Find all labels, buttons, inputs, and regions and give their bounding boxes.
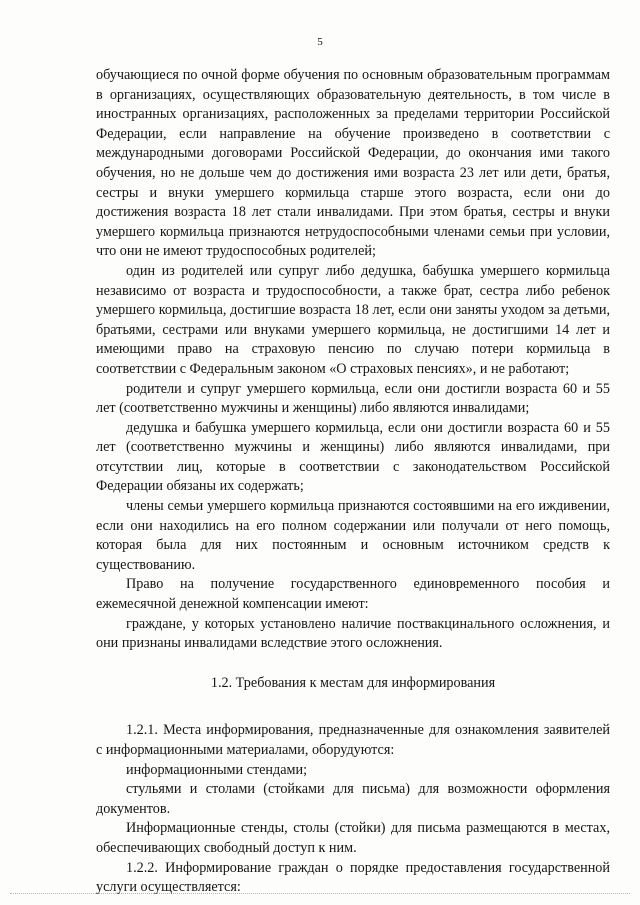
paragraph: 1.2.2. Информирование граждан о порядке предоставления государственной услуги осуществляется: xyxy=(96,859,610,896)
paragraph: дедушка и бабушка умершего кормильца, если они достигли возраста 60 и 55 лет (соответственно мужчины и женщины) либо являются инвалидами, при отсутствии лиц, которые в соответствии с законодательством Российской Федерации обязаны их содержать; xyxy=(96,419,610,495)
paragraph: Право на получение государственного единовременного пособия и ежемесячной денежной компенсации имеют: xyxy=(96,576,610,613)
paragraph: Информационные стенды, столы (стойки) для письма размещаются в местах, обеспечивающих свободный доступ к ним. xyxy=(96,820,610,856)
paragraph: 1.2.1. Места информирования, предназначенные для ознакомления заявителей с информационными материалами, оборудуются: xyxy=(96,722,610,758)
document-body xyxy=(96,66,610,898)
section-heading: 1.2. Требования к местам для информирования xyxy=(210,674,496,691)
paragraph: члены семьи умершего кормильца признаются состоявшими на его иждивении, если они находились на его полном содержании или получали от него помощь, которая была для них постоянным и основным источником средств к существованию. xyxy=(96,498,610,573)
scan-artifact-line xyxy=(10,893,630,895)
paragraph: обучающиеся по очной форме обучения по основным образовательным программам в организациях, осуществляющих образовательную деятельность, в том числе в иностранных организациях, расположенных за пределами территории Российской Федерации, если направление на обучение произведено в соответствии с международными договорами Российской Федерации, до окончания ими такого обучения, но не дольше чем до достижения ими возраста 23 лет или дети, братья, сестры и внуки умершего кормильца старше этого возраста, если они до достижения возраста 18 лет стали инвалидами. При этом братья, сестры и внуки умершего кормильца признаются нетрудоспособными членами семьи при условии, что они не имеют трудоспособных родителей; xyxy=(96,67,610,260)
paragraph: информационными стендами; xyxy=(126,761,308,778)
paragraph: граждане, у которых установлено наличие поствакцинального осложнения, и они признаны инвалидами вследствие этого осложнения. xyxy=(96,615,610,652)
page-number: 5 xyxy=(317,36,323,48)
paragraph: стульями и столами (стойками для письма) для возможности оформления документов. xyxy=(96,781,610,817)
paragraph: родители и супруг умершего кормильца, если они достигли возраста 60 и 55 лет (соответственно мужчины и женщины) либо являются инвалидами; xyxy=(96,380,610,417)
paragraph: один из родителей или супруг либо дедушка, бабушка умершего кормильца независимо от возраста и трудоспособности, а также брат, сестра либо ребенок умершего кормильца, достигшие возраста 18 лет, если они заняты уходом за детьми, братьями, сестрами или внуками умершего кормильца, не достигшими 14 лет и имеющими право на страховую пенсию по случаю потери кормильца в соответствии с Федеральным законом «О страховых пенсиях», и не работают; xyxy=(96,262,610,377)
